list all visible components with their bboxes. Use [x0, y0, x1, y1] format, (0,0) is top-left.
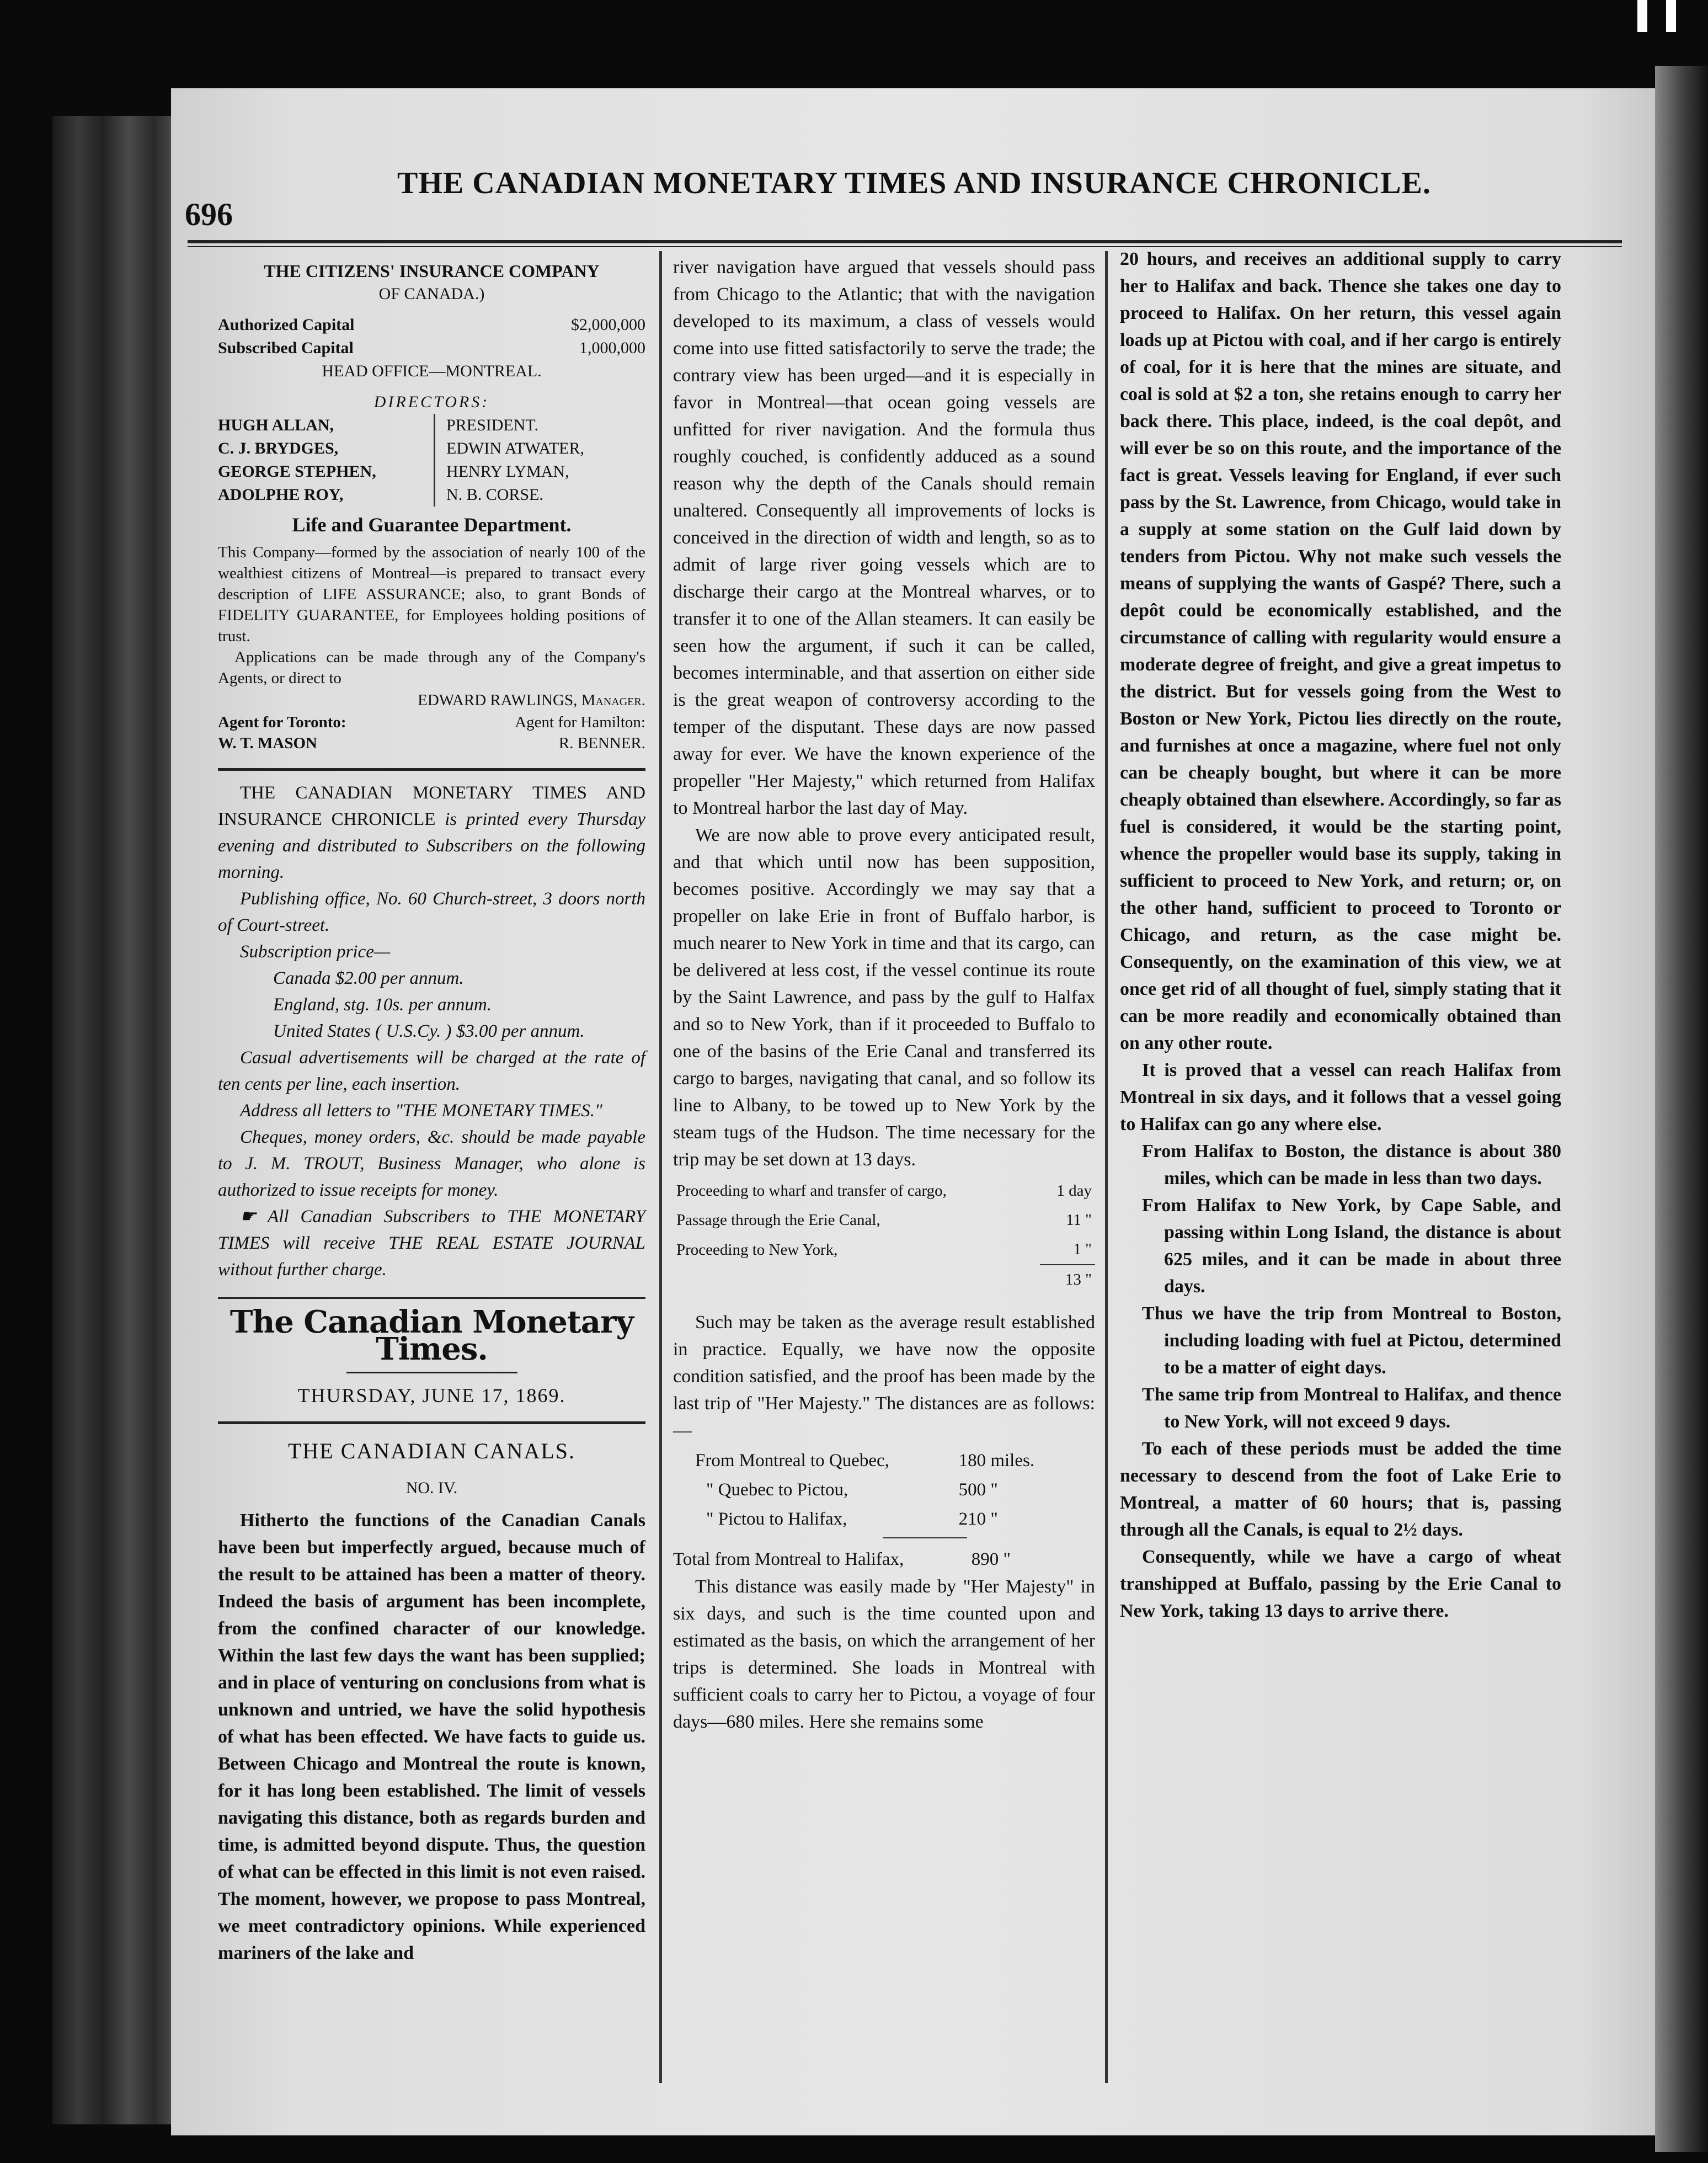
article-paragraph: From Halifax to Boston, the distance is about 380 miles, which can be made in less than two days. — [1142, 1141, 1561, 1189]
pub-price-england: England, stg. 10s. per annum. — [273, 995, 492, 1015]
title-rule — [346, 1372, 517, 1373]
table-row — [673, 1235, 1095, 1265]
article-paragraph: Such may be taken as the average result established in practice. Equally, we have now the opposite condition satisfied, and the proof has been made by the last trip of "Her Majesty." The distances are as follows:— — [673, 1312, 1095, 1441]
ad-of-canada: OF CANADA.) — [378, 285, 485, 303]
distance-value: 180 miles. — [958, 1451, 1035, 1471]
ad-directors-left — [218, 414, 434, 507]
pub-subscribers — [218, 1203, 645, 1283]
masthead-rule — [188, 240, 1622, 243]
distance-total-row — [673, 1546, 1011, 1573]
ad-agent-toronto-label: Agent for Toronto: — [218, 713, 346, 731]
insurance-ad — [218, 259, 645, 754]
table-row — [673, 1206, 1095, 1235]
article-paragraph: To each of these periods must be added the time necessary to descend from the foot of Lake Erie to Montreal, a matter of 60 hours; that is, passing through all the Canals, is equal to 2½ days. — [1120, 1439, 1561, 1540]
article-number: NO. IV. — [405, 1479, 458, 1497]
trip-value: 1 day — [1056, 1182, 1092, 1200]
ad-company: THE CITIZENS' INSURANCE COMPANY — [264, 261, 600, 281]
table-row — [673, 1505, 1061, 1534]
pub-subscribers-text: All Canadian Subscribers to THE MONETARY TIMES will receive THE REAL ESTATE JOURNAL without further charge. — [218, 1207, 646, 1280]
article-paragraph: From Halifax to New York, by Cape Sable, and passing within Long Island, the distance is about 625 miles, and it can be made in about three days. — [1142, 1195, 1561, 1297]
ad-authorized-value: $2,000,000 — [571, 316, 645, 334]
article-paragraph: Consequently, while we have a cargo of wheat transhipped at Buffalo, passing by the Erie Canal to New York, taking 13 days to arrive there. — [1120, 1547, 1561, 1621]
table-row — [673, 1265, 1095, 1294]
pub-intro — [218, 780, 645, 886]
column-rule — [659, 251, 662, 2083]
page-number: 696 — [185, 196, 233, 232]
ad-agent-hamilton: R. BENNER. — [558, 734, 645, 752]
distance-label: " Pictou to Halifax, — [706, 1509, 847, 1529]
director-name: GEORGE STEPHEN, — [218, 462, 376, 481]
trip-label: Proceeding to wharf and transfer of cargo, — [676, 1182, 947, 1200]
director-name: HENRY LYMAN, — [446, 462, 569, 481]
article-paragraph: It is proved that a vessel can reach Halifax from Montreal in six days, and it follows that a vessel going to Halifax can go any where else. — [1120, 1060, 1561, 1134]
ad-department: Life and Guarantee Department. — [292, 514, 572, 536]
column-3 — [1120, 246, 1561, 1624]
section-rule — [218, 1421, 645, 1424]
pub-price-us: United States ( U.S.Cy. ) $3.00 per annum. — [273, 1021, 585, 1041]
column-2 — [673, 254, 1095, 1735]
ad-agent-toronto: W. T. MASON — [218, 734, 317, 752]
section-rule — [218, 768, 645, 771]
publication-notice — [218, 780, 645, 1283]
distance-table — [673, 1446, 1061, 1534]
ad-agent-hamilton-label: Agent for Hamilton: — [515, 713, 645, 731]
article-paragraph: Hitherto the functions of the Canadian Canals have been but imperfectly argued, because much of the result to be attained has been a matter of theory. Indeed the basis of argument has been incomplete, from the confined character of our knowledge. Within the last few days the want has been supplied; and in place of venturing on conclusions from what is unknown and untried, we have the solid hypothesis of what has been effected. We have facts to guide us. Between Chicago and Montreal the route is known, for it has long been established. The limit of vessels navigating this distance, both as regards burden and time, is admitted beyond dispute. Thus, the question of what can be effected in this limit is not even raised. The moment, however, we propose to pass Montreal, we meet contradictory opinions. While experienced mariners of the lake and — [218, 1510, 645, 1963]
film-edge-mark — [1637, 0, 1647, 32]
article-paragraph: The same trip from Montreal to Halifax, and thence to New York, will not exceed 9 days. — [1142, 1384, 1561, 1432]
pub-office: Publishing office, No. 60 Church-street, 3 doors north of Court-street. — [218, 889, 645, 935]
date-line: THURSDAY, JUNE 17, 1869. — [297, 1384, 566, 1407]
ad-subscribed-row — [218, 337, 645, 360]
page-binding — [52, 116, 179, 2124]
ad-authorized-label: Authorized Capital — [218, 316, 355, 334]
trip-total: 13 " — [1040, 1265, 1095, 1294]
ad-authorized-row — [218, 313, 645, 337]
ad-applications: Applications can be made through any of the Company's Agents, or direct to — [218, 648, 645, 687]
article-paragraph: We are now able to prove every anticipated result, and that which until now has been supposition, becomes positive. Accordingly we may say that a propeller on lake Erie in front of Buffalo harbor, is much nearer to New York in time and that its cargo, can be delivered at less cost, if the vessel continue its route by the Saint Lawrence, and pass by the gulf to Halfax and so to New York, than if it proceeded to Buffalo to one of the basins of the Erie Canal and transferred its cargo to barges, navigating that canal, and so follow its line to Albany, to be towed up to New York by the steam tugs of the Hudson. The time necessary for the trip may be set down at 13 days. — [673, 825, 1095, 1170]
distance-total-value: 890 " — [971, 1549, 1011, 1569]
pub-intro-rest: is printed every Thursday evening and distributed to Subscribers on the following morning. — [218, 809, 646, 882]
ad-agents-names — [218, 733, 645, 754]
pub-address: Address all letters to "THE MONETARY TIMES." — [240, 1101, 602, 1121]
article-paragraph: 20 hours, and receives an additional supply to carry her to Halifax and back. Thence she takes one day to proceed to Halifax. On her return, this vessel again loads up at Pictou with coal, and if her cargo is entirely of coal, for it is here that the mines are situate, and coal is sold at $2 a ton, she retains enough to carry her back there. This place, indeed, is the coal depôt, and will ever be so on this route, and the importance of the fact is great. Vessels leaving for England, if ever such pass by the St. Lawrence, from Chicago, would take in a supply at some station on the Gulf laid down by tenders from Pictou. Why not make such vessels the means of supplying the wants of Gaspé? There, such a depôt could be economically established, and the circumstance of calling with regularity would ensure a moderate degree of freight, and give a great impetus to the district. But for vessels going from the West to Boston or New York, Pictou lies directly on the route, and furnishes at once a magazine, where fuel not only can be cheaply bought, but where it can be more cheaply obtained than elsewhere. Accordingly, so far as fuel is considered, it would be the starting point, whence the propeller would base its supply, taking in sufficient to proceed to New York, and return; or, on the other hand, sufficient to proceed to Toronto or Chicago, and return, as the case might be. Consequently, on the examination of this view, we at once get rid of all thought of fuel, simply stating that it can be more readily and economically obtained than on any other route. — [1120, 249, 1561, 1053]
pub-intro-name: THE CANADIAN MONETARY TIMES AND INSURANCE CHRONICLE — [218, 783, 645, 829]
director-name: PRESIDENT. — [446, 416, 538, 434]
ad-manager: EDWARD RAWLINGS, Manager. — [418, 691, 645, 709]
paper-title: The Canadian Monetary Times. — [229, 1304, 634, 1367]
ad-directors-heading: DIRECTORS: — [373, 393, 490, 411]
article-paragraph: Thus we have the trip from Montreal to Boston, including loading with fuel at Pictou, determined to be a matter of eight days. — [1142, 1303, 1561, 1378]
trip-label: Passage through the Erie Canal, — [676, 1211, 880, 1229]
distance-label: " Quebec to Pictou, — [706, 1480, 848, 1500]
pub-price-heading: Subscription price— — [240, 942, 391, 962]
pointing-hand-icon: ☛ — [240, 1207, 257, 1227]
ad-subscribed-value: 1,000,000 — [579, 339, 645, 357]
article-title: THE CANADIAN CANALS. — [287, 1439, 576, 1463]
distance-total-label: Total from Montreal to Halifax, — [673, 1549, 904, 1569]
trip-table — [673, 1176, 1095, 1294]
article-paragraph: This distance was easily made by "Her Majesty" in six days, and such is the time counted upon and estimated as the basis, on which the arrangement of her trips is determined. She loads in Montreal with sufficient coals to carry her to Pictou, a voyage of four days—680 miles. Here she remains some — [673, 1576, 1095, 1732]
column-1 — [218, 259, 645, 1967]
distance-value: 500 " — [958, 1480, 998, 1500]
ad-head-office: HEAD OFFICE—MONTREAL. — [322, 362, 542, 380]
masthead: THE CANADIAN MONETARY TIMES AND INSURANCE CHRONICLE. — [397, 166, 1431, 200]
director-name: N. B. CORSE. — [446, 486, 543, 504]
ad-directors — [218, 414, 645, 507]
table-row — [673, 1176, 1095, 1206]
distance-label: From Montreal to Quebec, — [695, 1451, 889, 1471]
column-rule — [1105, 251, 1108, 2083]
pub-price-canada: Canada $2.00 per annum. — [273, 968, 464, 988]
ad-directors-right — [434, 414, 645, 507]
director-name: EDWIN ATWATER, — [446, 439, 585, 457]
trip-value: 1 " — [1073, 1240, 1092, 1258]
section-rule — [218, 1297, 645, 1299]
page-edge — [1655, 66, 1708, 2152]
ad-agents-labels — [218, 712, 645, 733]
trip-value: 11 " — [1065, 1211, 1092, 1229]
table-row — [673, 1475, 1061, 1505]
director-name: HUGH ALLAN, — [218, 416, 334, 434]
distance-value: 210 " — [958, 1509, 998, 1529]
table-row — [673, 1446, 1061, 1475]
director-name: ADOLPHE ROY, — [218, 486, 344, 504]
ad-body: This Company—formed by the association of nearly 100 of the wealthiest citizens of Montreal—is prepared to transact every description of LIFE ASSURANCE; also, to grant Bonds of FIDELITY GUARANTEE, for Employees holding positions of trust. — [218, 544, 645, 645]
article-paragraph: river navigation have argued that vessels should pass from Chicago to the Atlantic; that with the navigation developed to its maximum, a class of vessels would come into use fitted satisfactorily to serve the trade; the contrary view has been urged—and it is especially in favor in Montreal—that ocean going vessels are unfitted for river navigation. And the formula thus roughly couched, is confidently adduced as a sound reason why the depth of the Canals should remain unaltered. Consequently all improvements of locks is conceived in the direction of width and length, so as to admit of large river going vessels which are to discharge their cargo at the Montreal wharves, or to transfer it to one of the Allan steamers. It can easily be seen how the argument, if such it can be called, becomes interminable, and that assertion on either side is the great weapon of controversy according to the temper of the disputant. These days are now passed away for ever. We have the known experience of the propeller "Her Majesty," which returned from Halifax to Montreal harbor the last day of May. — [673, 257, 1095, 818]
film-edge-mark — [1666, 0, 1676, 32]
trip-label: Proceeding to New York, — [676, 1240, 838, 1259]
distance-total-rule — [883, 1537, 967, 1538]
ad-subscribed-label: Subscribed Capital — [218, 339, 354, 357]
director-name: C. J. BRYDGES, — [218, 439, 339, 457]
pub-cheques: Cheques, money orders, &c. should be made payable to J. M. TROUT, Business Manager, who alone is authorized to issue receipts for money. — [218, 1127, 645, 1200]
pub-casual: Casual advertisements will be charged at the rate of ten cents per line, each insertion. — [218, 1048, 645, 1094]
